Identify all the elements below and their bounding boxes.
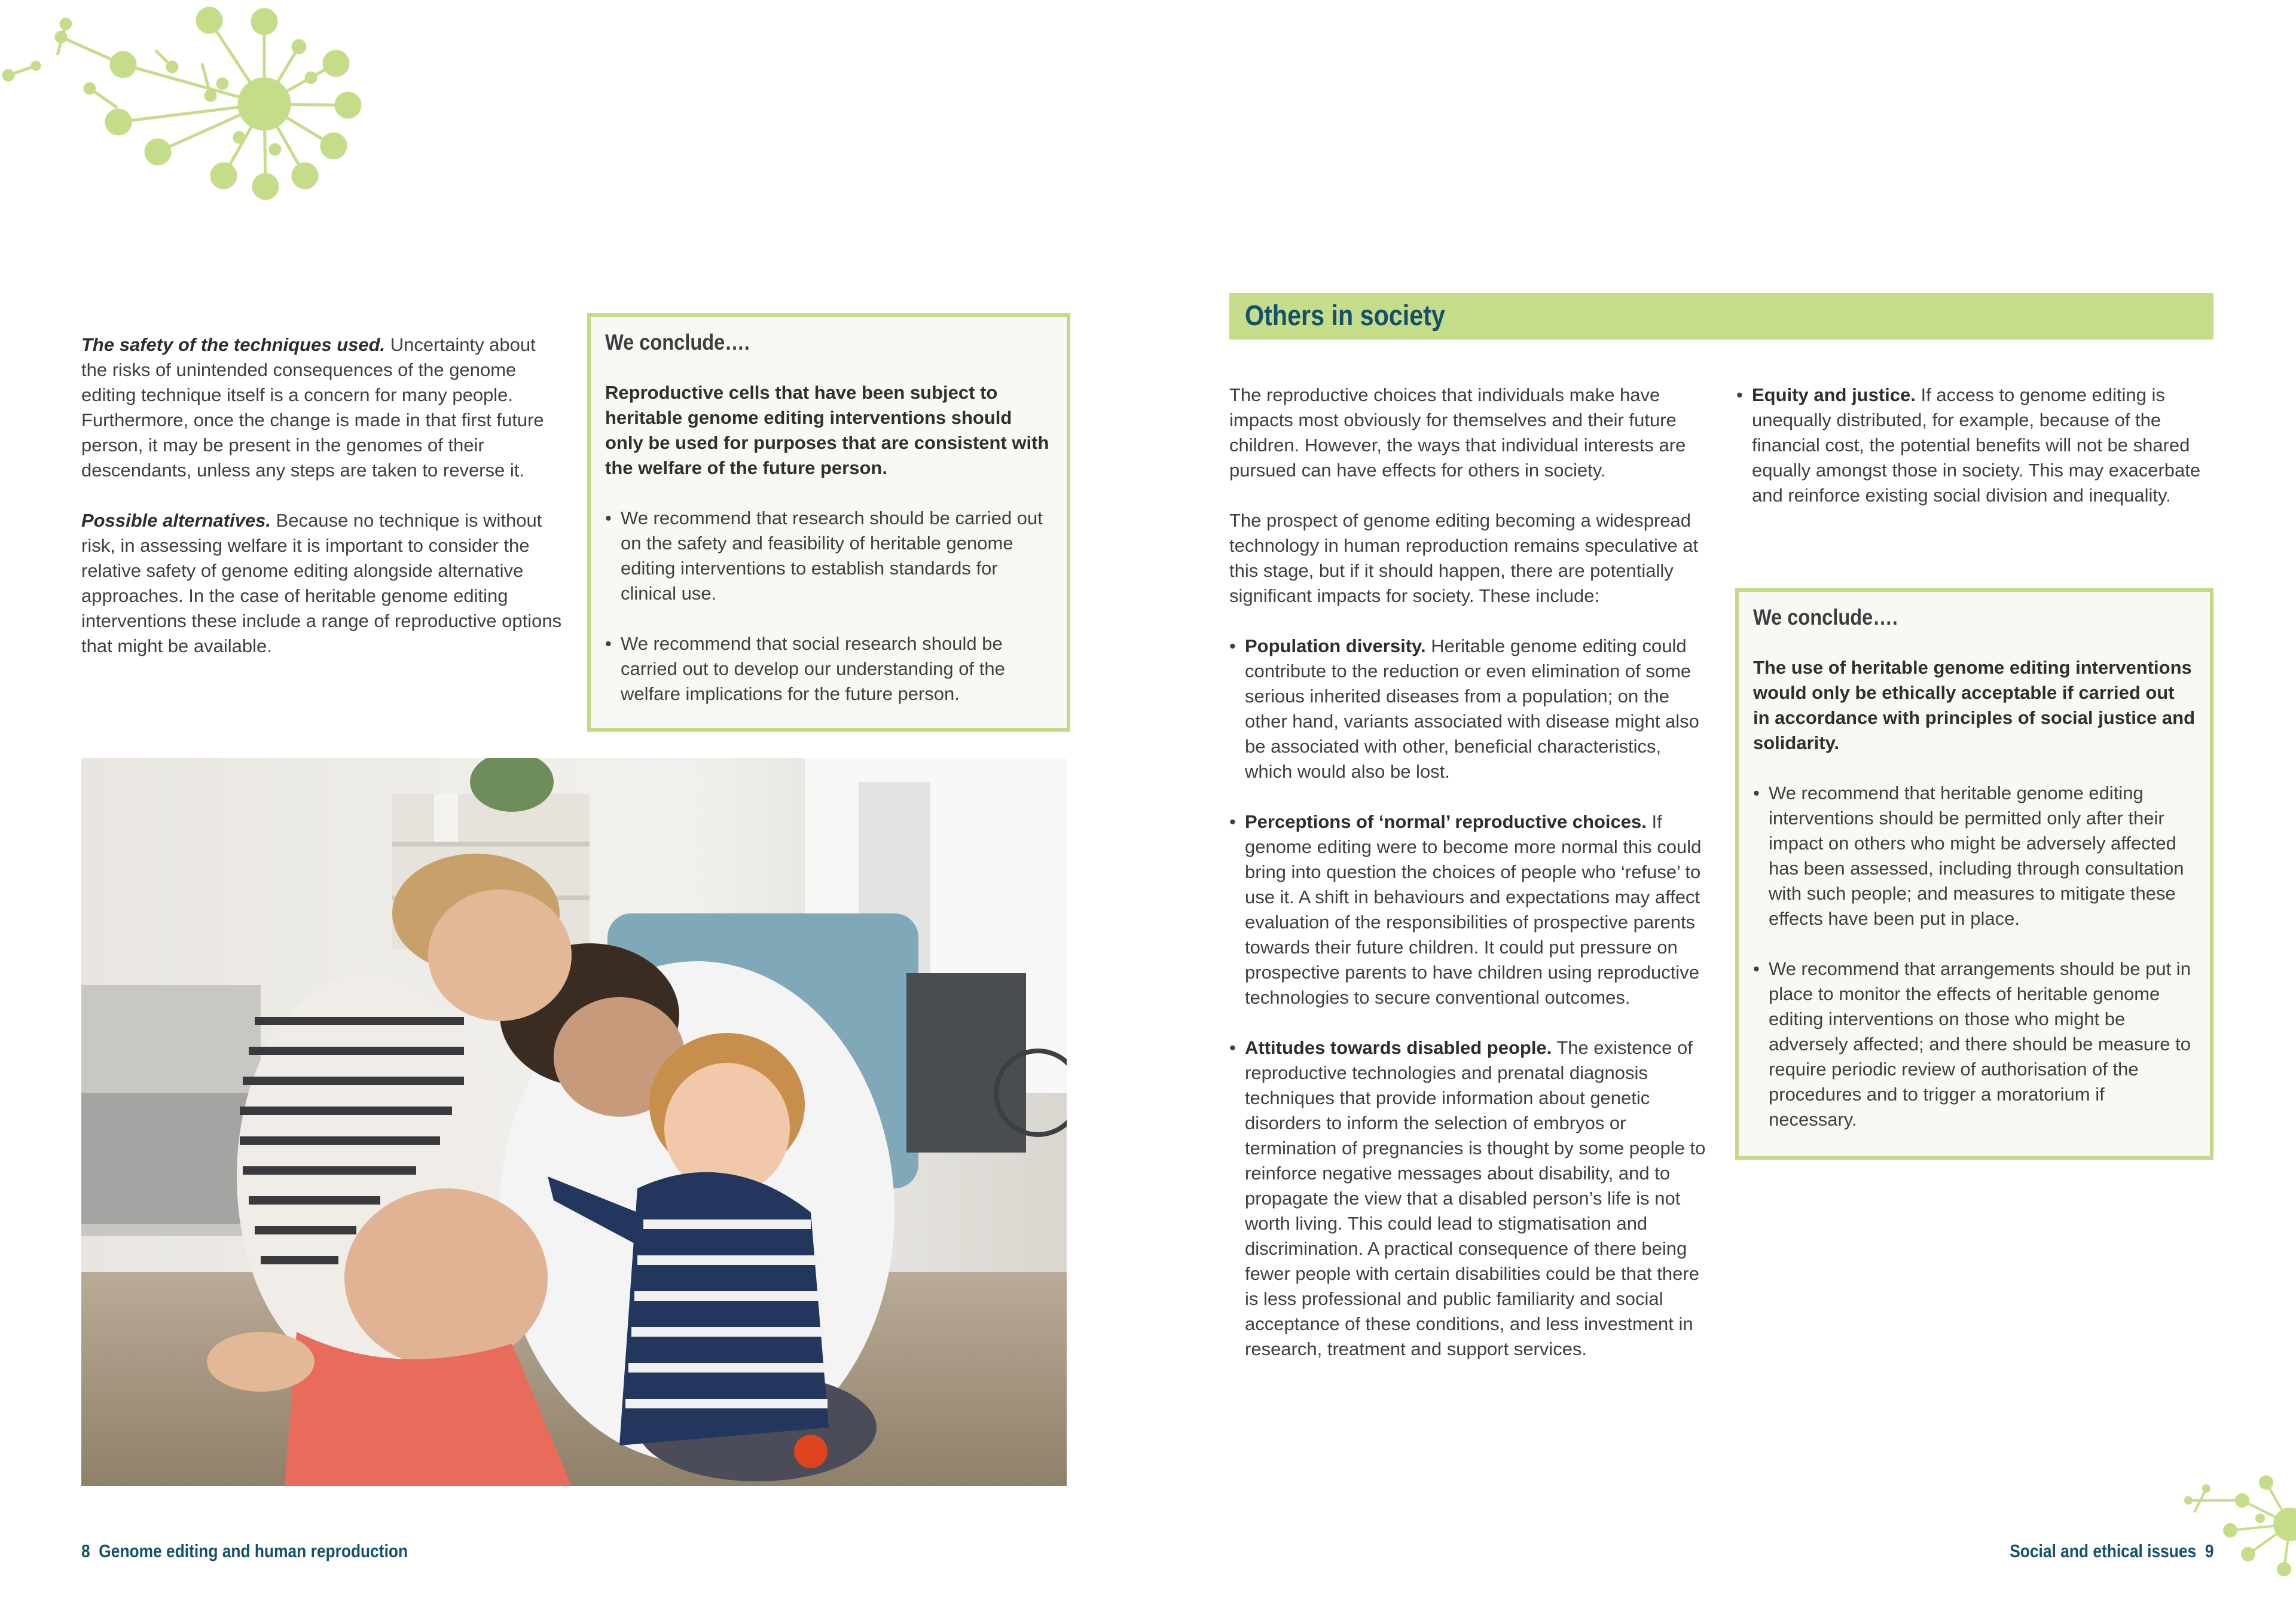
conclude-box-2-recommendations <box>1753 781 2196 1132</box>
family-photo <box>81 758 1067 1486</box>
impact-body: Heritable genome editing could contribute to the reduction or even elimination of some serious inherited diseases from a population; on the other hand, variants associated with disease might also be associated with other, beneficial characteristics, which would also be lost. <box>1245 635 1699 782</box>
conclude-box-2-title: We conclude…. <box>1753 605 1898 629</box>
equity-list <box>1736 383 2209 508</box>
section-paragraph-1: The reproductive choices that individuals make have impacts most obviously for themselves and their future children. However, the ways that individual interests are pursued can have effects for others in society. <box>1229 384 1686 481</box>
conclude-box-1-title: We conclude…. <box>605 330 750 354</box>
others-in-society-column <box>1229 383 1712 1387</box>
footer-right-title: Social and ethical issues <box>2009 1541 2196 1561</box>
alternatives-paragraph <box>81 508 566 659</box>
conclude-box-2 <box>1735 588 2213 1160</box>
impact-title: Perceptions of ‘normal’ reproductive choices. <box>1245 811 1647 832</box>
footer-left <box>81 1539 465 1564</box>
page-number-left: 8 <box>81 1541 90 1561</box>
section-heading: Others in society <box>1245 300 1445 332</box>
alternatives-body: Because no technique is without risk, in assessing welfare it is important to consider the relative safety of genome editing alongside alternative approaches. In the case of heritable genome editing interventions these include a range of reproductive options that might be available. <box>81 510 562 656</box>
conclude-box-1-lead: Reproductive cells that have been subject to heritable genome editing interventions should only be used for purposes that are consistent with the welfare of the future person. <box>605 382 1049 478</box>
impact-title: Population diversity. <box>1245 635 1426 656</box>
section-paragraph-2: The prospect of genome editing becoming a widespread technology in human reproduction remains speculative at this stage, but if it should happen, there are potentially significant impacts for society. These include: <box>1229 510 1699 606</box>
molecule-decoration-icon <box>0 0 383 215</box>
footer-left-title: Genome editing and human reproduction <box>99 1541 408 1561</box>
footer-right <box>1974 1539 2213 1564</box>
impact-title: Equity and justice. <box>1752 384 1916 405</box>
conclude-box-2-lead: The use of heritable genome editing interventions would only be ethically acceptable if carried out in accordance with principles of social justice and solidarity. <box>1753 657 2196 753</box>
equity-column <box>1736 383 2209 533</box>
page-number-right: 9 <box>2205 1541 2213 1561</box>
society-impacts-list <box>1229 634 1712 1362</box>
conclude-box-1-recommendations <box>605 506 1052 707</box>
recommendation-item: • We recommend that arrangements should be put in place to monitor the effects of heritable genome editing interventions on those who might be adversely affected; and there should be measure to require periodic review of authorisation of the procedures and to trigger a moratorium if necessary. <box>1753 956 2196 1132</box>
recommendation-item: • We recommend that research should be carried out on the safety and feasibility of heritable genome editing interventions to establish standards for clinical use. <box>605 506 1052 606</box>
molecule-decoration-icon <box>2164 1465 2296 1596</box>
impact-body: The existence of reproductive technologies and prenatal diagnosis techniques that provide information about genetic disorders to inform the selection of embryos or termination of pregnancies is thought by some people to reinforce negative messages about disability, and to propagate the view that a disabled person’s life is not worth living. This could lead to stigmatisation and discrimination. A practical consequence of there being fewer people with certain disabilities could be that there is less professional and public familiarity and social acceptance of these conditions, and less investment in research, treatment and support services. <box>1245 1037 1706 1359</box>
safety-title: The safety of the techniques used. <box>81 334 386 355</box>
impact-item <box>1229 809 1712 1010</box>
impact-body: If genome editing were to become more normal this could bring into question the choices of people who ‘refuse’ to use it. A shift in behaviours and expectations may affect evaluation of the responsibilities of prospective parents towards their future children. It could put pressure on prospective parents to have children using reproductive technologies to secure conventional outcomes. <box>1245 811 1702 1008</box>
section-heading-band <box>1229 293 2213 340</box>
impact-item <box>1736 383 2209 508</box>
safety-body: Uncertainty about the risks of unintended consequences of the genome editing technique itself is a concern for many people. Furthermore, once the change is made in that first future person, it may be present in the genomes of their descendants, unless any steps are taken to reverse it. <box>81 334 544 481</box>
conclude-box-1 <box>587 313 1070 732</box>
recommendation-item: • We recommend that heritable genome editing interventions should be permitted only after their impact on others who might be adversely affected has been assessed, including through consultation with such people; and measures to mitigate these effects have been put in place. <box>1753 781 2196 931</box>
impact-body: If access to genome editing is unequally distributed, for example, because of the financial cost, the potential benefits will not be shared equally amongst those in society. This may exacerbate and reinforce existing social division and inequality. <box>1752 384 2201 506</box>
recommendation-item: • We recommend that social research should be carried out to develop our understanding of the welfare implications for the future person. <box>605 631 1052 707</box>
impact-title: Attitudes towards disabled people. <box>1245 1037 1552 1058</box>
alternatives-title: Possible alternatives. <box>81 510 271 531</box>
left-intro-text <box>81 332 566 684</box>
impact-item <box>1229 634 1712 784</box>
family-photo-icon <box>81 758 1067 1486</box>
impact-item <box>1229 1035 1712 1362</box>
safety-paragraph <box>81 332 566 483</box>
